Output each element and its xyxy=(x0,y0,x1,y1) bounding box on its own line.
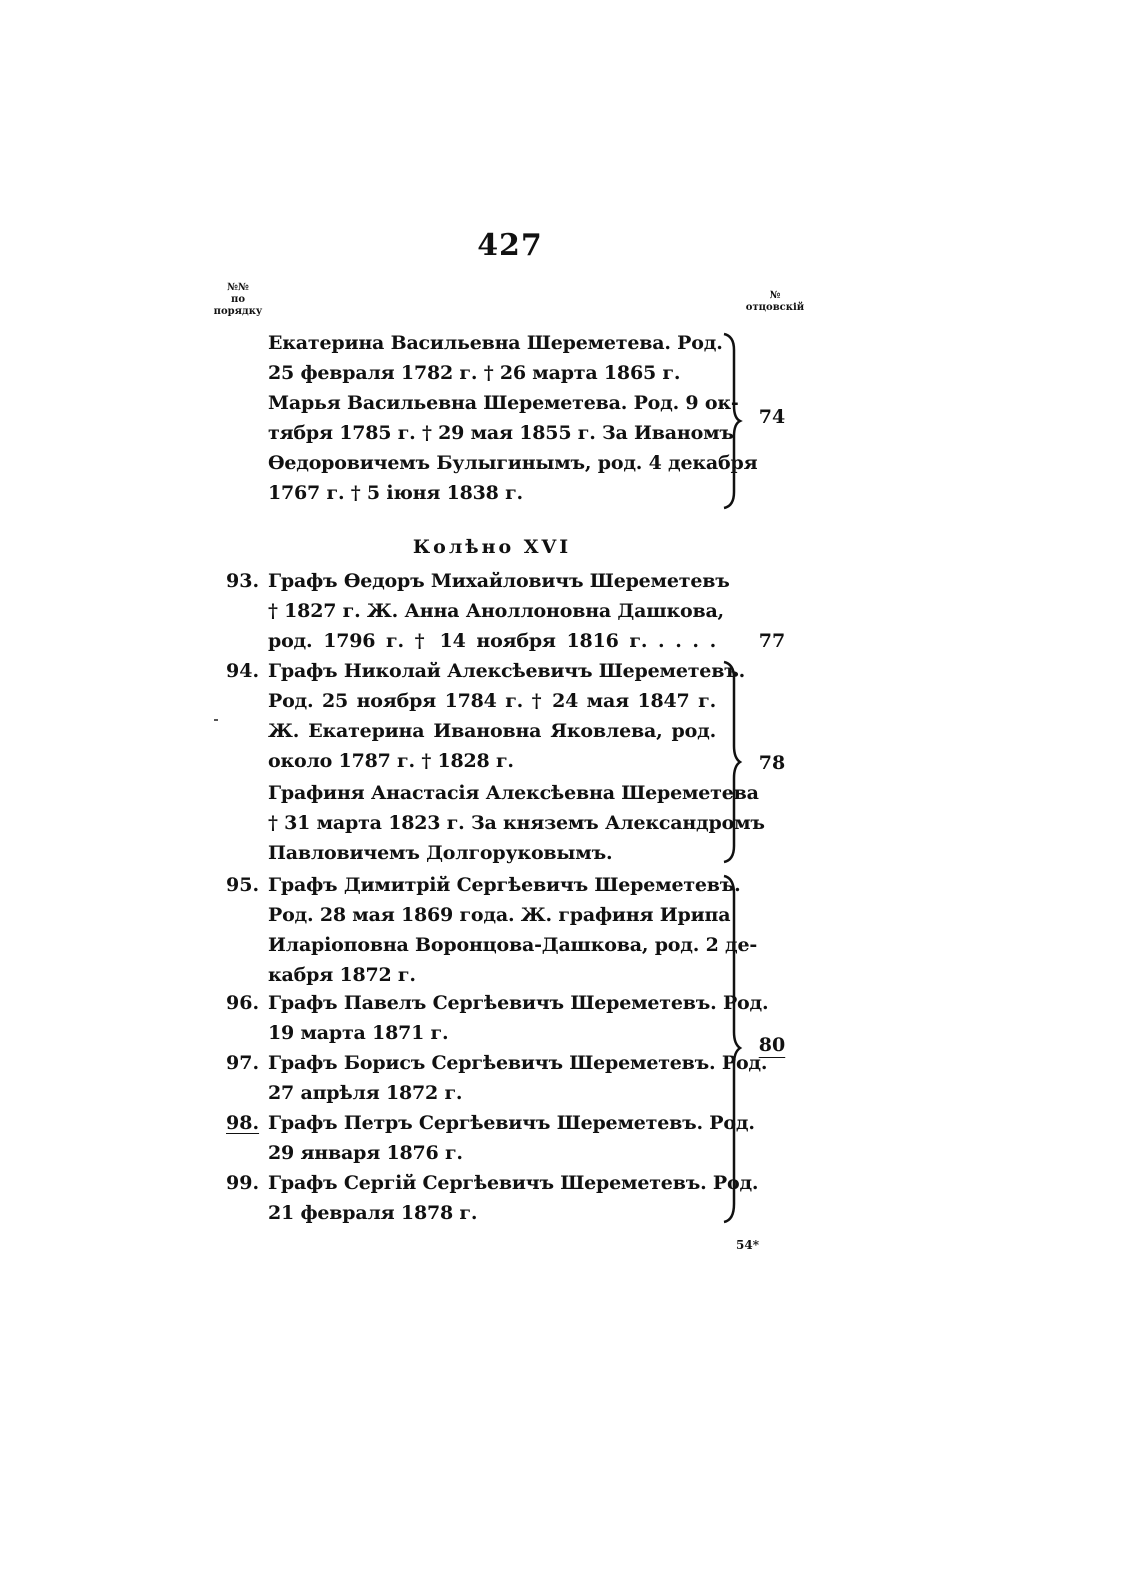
entry-text-line: Графъ Борисъ Сергѣевичъ Шереметевъ. Род. xyxy=(268,1052,768,1074)
entry-text-line: Павловичемъ Долгоруковымъ. xyxy=(268,842,613,864)
entry-number-underlined xyxy=(226,1108,266,1138)
entry-text-line: Род. 28 мая 1869 года. Ж. графиня Ирипа xyxy=(268,904,731,926)
father-ref-80 xyxy=(752,1030,792,1060)
entry-text-line: 19 марта 1871 г. xyxy=(268,1022,449,1044)
entry-number: 97. xyxy=(226,1052,260,1074)
father-ref-74: 74 xyxy=(758,406,786,428)
column-header-order-number xyxy=(208,282,268,318)
header-left-line3: порядку xyxy=(213,306,263,317)
entry-text-line: тября 1785 г. † 29 мая 1855 г. За Иваномъ xyxy=(268,422,734,444)
entry-text-line: Графъ Павелъ Сергѣевичъ Шереметевъ. Род. xyxy=(268,992,769,1014)
header-right-line1: № xyxy=(769,290,781,301)
brace-group-78 xyxy=(722,660,742,864)
brace-group-74 xyxy=(722,332,742,510)
page-number: 427 xyxy=(477,228,543,263)
header-right-line2: отцовскій xyxy=(745,302,805,313)
entry-text-line: 25 февраля 1782 г. † 26 марта 1865 г. xyxy=(268,362,681,384)
entry-text-line: 27 апрѣля 1872 г. xyxy=(268,1082,463,1104)
entry-text-line: Графиня Анастасія Алексѣевна Шереметева xyxy=(268,782,759,804)
entry-text-line: Марья Васильевна Шереметева. Род. 9 ок- xyxy=(268,392,739,414)
entry-number: 96. xyxy=(226,992,260,1014)
entry-text-line: † 1827 г. Ж. Анна Аноллоновна Дашкова, xyxy=(268,600,724,622)
entry-text-line: Өедоровичемъ Булыгинымъ, род. 4 декабря xyxy=(268,452,758,474)
entry-number: 93. xyxy=(226,570,260,592)
brace-group-80 xyxy=(722,874,742,1224)
entry-text-line: Графъ Димитрій Сергѣевичъ Шереметевъ. xyxy=(268,874,741,896)
father-ref-77: 77 xyxy=(758,630,786,652)
entry-text-line: род. 1796 г. † 14 ноября 1816 г. . . . . xyxy=(268,630,716,652)
entry-text-line: Графъ Өедоръ Михайловичъ Шереметевъ xyxy=(268,570,730,592)
stray-ink-mark xyxy=(214,719,218,721)
section-title-generation-xvi: Колѣно XVI xyxy=(412,536,572,558)
father-ref-78: 78 xyxy=(758,752,786,774)
header-left-line2: по xyxy=(231,294,245,305)
entry-text-line: Род. 25 ноября 1784 г. † 24 мая 1847 г. xyxy=(268,690,716,712)
entry-text-line: Екатерина Васильевна Шереметева. Род. xyxy=(268,332,723,354)
entry-text-line: Ж. Екатерина Ивановна Яковлева, род. xyxy=(268,720,716,742)
column-header-father-number xyxy=(735,290,815,314)
entry-text-line: 1767 г. † 5 іюня 1838 г. xyxy=(268,482,523,504)
entry-text-line: Иларіоповна Воронцова-Дашкова, род. 2 де- xyxy=(268,934,758,956)
entry-text-line: 21 февраля 1878 г. xyxy=(268,1202,478,1224)
entry-text-line: Графъ Петръ Сергѣевичъ Шереметевъ. Род. xyxy=(268,1112,755,1134)
entry-text-line: † 31 марта 1823 г. За княземъ Александромъ xyxy=(268,812,765,834)
signature-mark: 54* xyxy=(736,1238,759,1252)
entry-text-line: 29 января 1876 г. xyxy=(268,1142,463,1164)
entry-text-line: кабря 1872 г. xyxy=(268,964,416,986)
entry-number: 94. xyxy=(226,660,260,682)
entry-text-line: Графъ Сергій Сергѣевичъ Шереметевъ. Род. xyxy=(268,1172,759,1194)
entry-number: 99. xyxy=(226,1172,260,1194)
entry-number-text: 98. xyxy=(226,1112,260,1134)
entry-text-line: около 1787 г. † 1828 г. xyxy=(268,750,514,772)
entry-number: 95. xyxy=(226,874,260,896)
header-left-line1: №№ xyxy=(227,282,249,293)
father-ref-80-text: 80 xyxy=(758,1034,786,1056)
entry-text-line: Графъ Николай Алексѣевичъ Шереметевъ. xyxy=(268,660,745,682)
